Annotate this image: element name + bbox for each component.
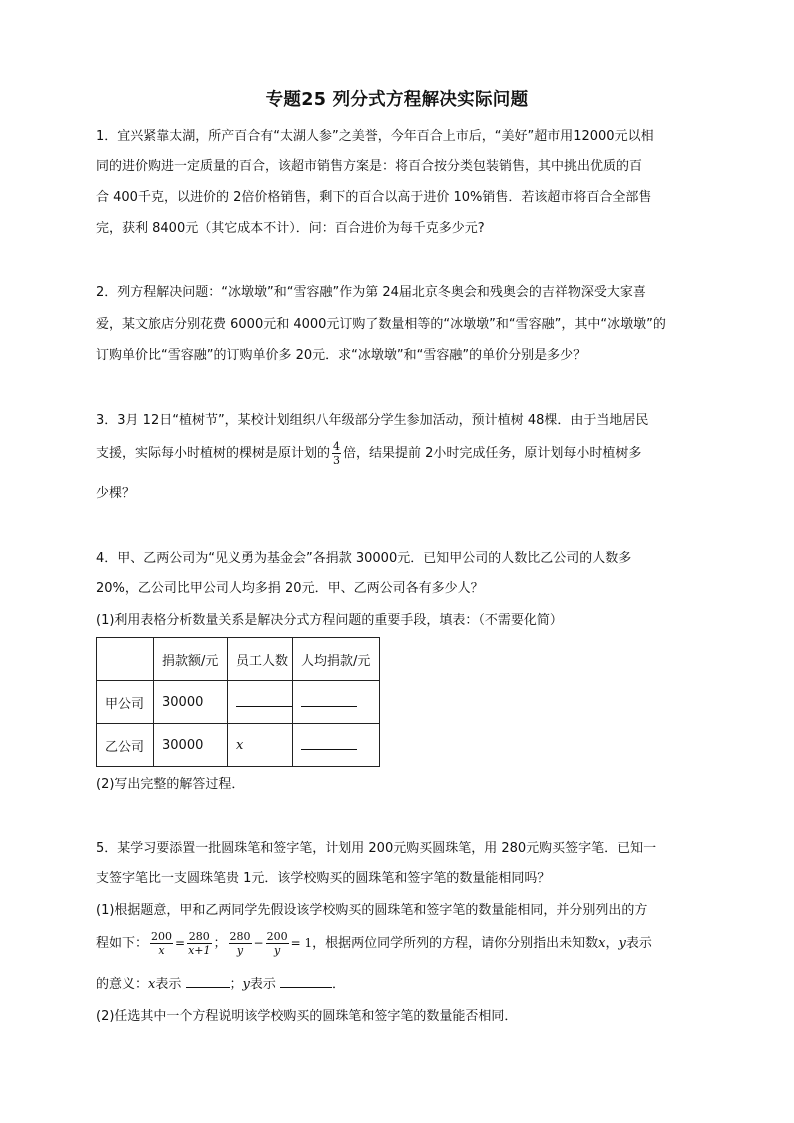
answer-blank[interactable]: [301, 737, 357, 750]
q5-line-2: 支签字笔比一支圆珠笔贵 1元．该学校购买的圆珠笔和签字笔的数量能相同吗？: [96, 871, 551, 886]
q2-line-1: 2．列方程解决问题：“冰墩墩”和“雪容融”作为第 24届北京冬奥会和残奥会的吉祥物深受大家喜: [96, 285, 646, 300]
table-row: [97, 724, 380, 767]
table-header-row: [97, 638, 380, 681]
x-means-label: 表示: [155, 977, 182, 992]
equals-sign: =: [175, 936, 186, 950]
equations-intro: 程如下：: [96, 936, 149, 951]
separator: ；: [213, 936, 227, 951]
q4-part-2: (2)写出完整的解答过程．: [96, 777, 245, 792]
variable-y: y: [242, 977, 250, 992]
table-header-cell: 捐款额/元: [154, 638, 228, 681]
table-cell: 30000: [154, 681, 228, 724]
y-means-label: 表示: [249, 977, 276, 992]
q5-meaning-line: [96, 975, 345, 994]
q1-line-2: 同的进价购进一定质量的百合，该超市销售方案是：将百合按分类包装销售，其中挑出优质的百: [96, 159, 643, 174]
page-title: 专题25 列分式方程解决实际问题: [265, 90, 529, 110]
table-header-cell: 员工人数: [228, 638, 293, 681]
q3-line-2b: 倍，结果提前 2小时完成任务，原计划每小时植树多: [343, 446, 642, 461]
table-cell: x: [228, 724, 293, 767]
q4-part-1: (1)利用表格分析数量关系是解决分式方程问题的重要手段，填表：（不需要化简）: [96, 613, 563, 628]
q5-part-1: (1)根据题意，甲和乙两同学先假设该学校购买的圆珠笔和签字笔的数量能相同，并分别列出的方: [96, 903, 648, 918]
q3-line-2a: 支援，实际每小时植树的棵树是原计划的: [96, 446, 331, 461]
q3-line-3: 少棵？: [96, 486, 136, 501]
table-cell: 甲公司: [97, 681, 154, 724]
q1-line-1: 1．宜兴紧靠太湖，所产百合有“太湖人参”之美誉，今年百合上市后，“美好”超市用12000元以相: [96, 129, 654, 144]
q3-line-2: [96, 440, 641, 467]
x-meaning-blank[interactable]: [186, 975, 230, 988]
table-cell: 30000: [154, 724, 228, 767]
blank-cell: [293, 681, 380, 724]
separator: ；: [229, 977, 243, 992]
q1-line-3: 合 400千克，以进价的 2倍价格销售，剩下的百合以高于进价 10%销售．若该超市将百合全部售: [96, 190, 652, 205]
fraction-200-over-x: $\frac{200}{x}$: [151, 930, 173, 957]
blank-cell: [228, 681, 293, 724]
answer-blank[interactable]: [301, 694, 357, 707]
q1-line-4: 完，获利 8400元（其它成本不计）．问：百合进价为每千克多少元?: [96, 221, 485, 236]
fraction-280-over-y: $\frac{280}{y}$: [229, 930, 251, 957]
q2-line-3: 订购单价比“雪容融”的订购单价多 20元．求“冰墩墩”和“雪容融”的单价分别是多少？: [96, 348, 587, 363]
q5-line-1: 5．某学习要添置一批圆珠笔和签字笔，计划用 200元购买圆珠笔，用 280元购买签字笔．已知一: [96, 841, 657, 856]
variable-y: y: [618, 936, 626, 951]
fraction-280-over-x-plus-1: $\frac{280}{x+1}$: [188, 930, 211, 957]
period: ．: [332, 977, 346, 992]
minus-sign: −: [253, 936, 264, 950]
q5-equations-line: [96, 930, 652, 957]
q4-line-1: 4．甲、乙两公司为“见义勇为基金会”各捐款 30000元．已知甲公司的人数比乙公司的人数多: [96, 551, 632, 566]
meaning-intro: 的意义：: [96, 977, 149, 992]
variable-x: x: [598, 936, 606, 951]
equations-explain-end: 表示: [625, 936, 652, 951]
equals-one: = 1: [290, 936, 313, 950]
table-cell: 乙公司: [97, 724, 154, 767]
y-meaning-blank[interactable]: [280, 975, 332, 988]
answer-blank[interactable]: [236, 694, 292, 707]
table-header-cell: [97, 638, 154, 681]
q2-line-2: 爱，某文旅店分别花费 6000元和 4000元订购了数量相等的“冰墩墩”和“雪容融”，其中“冰墩墩”的: [96, 317, 666, 332]
q4-line-2: 20%，乙公司比甲公司人均多捐 20元．甲、乙两公司各有多少人？: [96, 581, 484, 596]
q3-line-1: 3．3月 12日“植树节”，某校计划组织八年级部分学生参加活动，预计植树 48棵．由于当地居民: [96, 413, 649, 428]
table-header-cell: 人均捐款/元: [293, 638, 380, 681]
comma: ，: [605, 936, 619, 951]
fraction-200-over-y: $\frac{200}{y}$: [266, 930, 288, 957]
donation-table: [96, 637, 380, 767]
fraction-four-thirds: $\frac{4}{3}$: [333, 440, 341, 467]
q5-part-2: (2)任选其中一个方程说明该学校购买的圆珠笔和签字笔的数量能否相同．: [96, 1009, 518, 1024]
variable-x: x: [148, 977, 156, 992]
table-row: [97, 681, 380, 724]
equations-explain: ，根据两位同学所列的方程，请你分别指出未知数: [312, 936, 599, 951]
blank-cell: [293, 724, 380, 767]
